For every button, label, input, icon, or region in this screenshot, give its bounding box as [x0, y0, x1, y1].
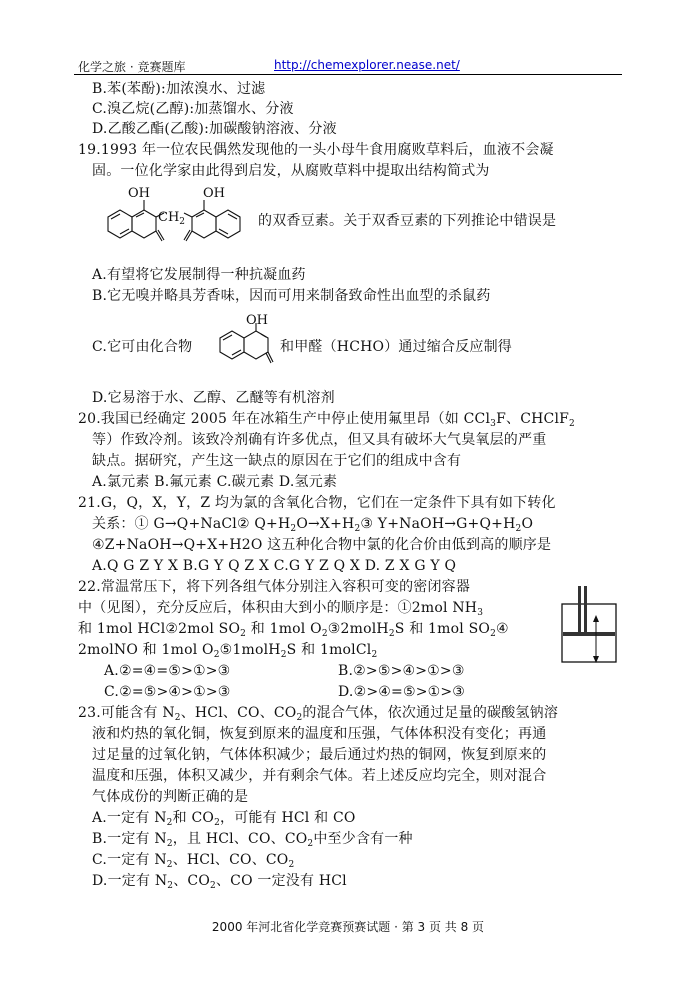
q19-after-structure: 的双香豆素。关于双香豆素的下列推论中错误是: [258, 213, 557, 229]
q23-line-4: 温度和压强，体积又减少，并有剩余气体。若上述反应均完全，则对混合: [92, 768, 547, 784]
structure-oh-label-1: OH: [128, 186, 150, 201]
q20-options: A.氯元素 B.氟元素 C.碳元素 D.氢元素: [92, 474, 338, 490]
q21-line-3: ④Z+NaOH→Q+X+H2O 这五种化合物中氯的化合价由低到高的顺序是: [92, 537, 552, 553]
q19-line-2: 固。一位化学家由此得到启发，从腐败草料中提取出结构简式为: [92, 163, 490, 179]
q22-line-2: 中（见图），充分反应后，体积由大到小的顺序是：①2mol $NH_3$: [78, 600, 484, 618]
q19-option-b: B.它无嗅并略具芳香味，因而可用来制备致命性出血型的杀鼠药: [92, 288, 491, 304]
q23-option-c: C.一定有 $N_2$、HCl、CO、$CO_2$: [92, 852, 295, 870]
q22-option-a: A.②=④=⑤>①>③: [104, 663, 231, 679]
header-url-link[interactable]: http://chemexplorer.nease.net/: [274, 58, 460, 72]
hydroxycoumarin-rings-drawing: [216, 322, 276, 372]
q19-option-c-prefix: C.它可由化合物: [92, 339, 193, 355]
page-footer: 2000 年河北省化学竞赛预赛试题 · 第 3 页 共 8 页: [211, 920, 485, 934]
q18-option-d: D.乙酸乙酯(乙酸):加碳酸钠溶液、分液: [92, 121, 337, 137]
q22-option-b: B.②>⑤>④>①>③: [338, 663, 465, 679]
q23-line-2: 液和灼热的氧化铜，恢复到原来的温度和压强，气体体积没有变化；再通: [92, 726, 547, 742]
structure-oh-label-3: OH: [246, 313, 268, 328]
q23-option-a: A.一定有 $N_2$和 $CO_2$，可能有 HCl 和 CO: [92, 810, 356, 828]
dicoumarol-rings-drawing: [96, 195, 256, 255]
q21-options: A.Q G Z Y X B.G Y Q Z X C.G Y Z Q X D. Z X G Y Q: [92, 558, 457, 574]
q22-line-3: 和 1mol HCl②2mol $SO_2$ 和 1mol $O_2③2molH_2S$ 和 1mol $SO_2④$: [78, 621, 509, 639]
q23-option-b: B.一定有 $N_2$，且 HCl、CO、$CO_2$中至少含有一种: [92, 831, 413, 849]
q22-line-4: 2molNO 和 1mol $O_2⑤1molH_2S$ 和 1molCl$_2$: [78, 642, 378, 660]
q19-option-d: D.它易溶于水、乙醇、乙醚等有机溶剂: [92, 390, 335, 406]
q20-line-1: 20.我国已经确定 2005 年在冰箱生产中停止使用氟里昂（如 CCl$_3$F、CHClF$_2$: [78, 411, 575, 429]
q21-line-1: 21.G，Q，X，Y，Z 均为氯的含氧化合物，它们在一定条件下具有如下转化: [78, 495, 556, 511]
q23-line-3: 过足量的过氧化钠，气体体积减少；最后通过灼热的铜网，恢复到原来的: [92, 747, 547, 763]
structure-oh-label-2: OH: [203, 186, 225, 201]
q20-line-3: 缺点。据研究，产生这一缺点的原因在于它们的组成中含有: [92, 453, 462, 469]
q22-option-c: C.②=⑤>④>①>③: [104, 684, 231, 700]
header-divider: [74, 74, 622, 75]
q23-option-d: D.一定有 $N_2$、$CO_2$、CO 一定没有 HCl: [92, 873, 347, 891]
variable-volume-container-figure: [556, 584, 622, 666]
q20-line-2: 等）作致冷剂。该致冷剂确有许多优点，但又具有破坏大气臭氧层的严重: [92, 432, 547, 448]
q23-line-1: 23.可能含有 $N_2$、HCl、CO、$CO_2$的混合气体，依次通过足量的碳酸氢钠溶: [78, 705, 559, 723]
q21-line-2: 关系：① G→Q+NaCl② $Q+H_2O\to X+H_2③$ $Y+NaOH\to G+Q+H_2O$: [92, 516, 534, 534]
q18-option-b: B.苯(苯酚):加浓溴水、过滤: [92, 81, 266, 97]
q19-line-1: 19.1993 年一位农民偶然发现他的一头小母牛食用腐败草料后，血液不会凝: [78, 142, 554, 158]
q22-option-d: D.②>④=⑤>①>③: [338, 684, 466, 700]
q18-option-c: C.溴乙烷(乙醇):加蒸馏水、分液: [92, 101, 294, 117]
q19-option-c-suffix: 和甲醛（HCHO）通过缩合反应制得: [280, 339, 513, 355]
q23-line-5: 气体成份的判断正确的是: [92, 789, 249, 805]
q19-option-a: A.有望将它发展制得一种抗凝血药: [92, 267, 306, 283]
header-site-name: 化学之旅 · 竞赛题库: [78, 60, 186, 74]
q22-line-1: 22.常温常压下，将下列各组气体分别注入容积可变的密闭容器: [78, 579, 471, 595]
structure-ch2-label: $CH_2$: [158, 210, 186, 227]
